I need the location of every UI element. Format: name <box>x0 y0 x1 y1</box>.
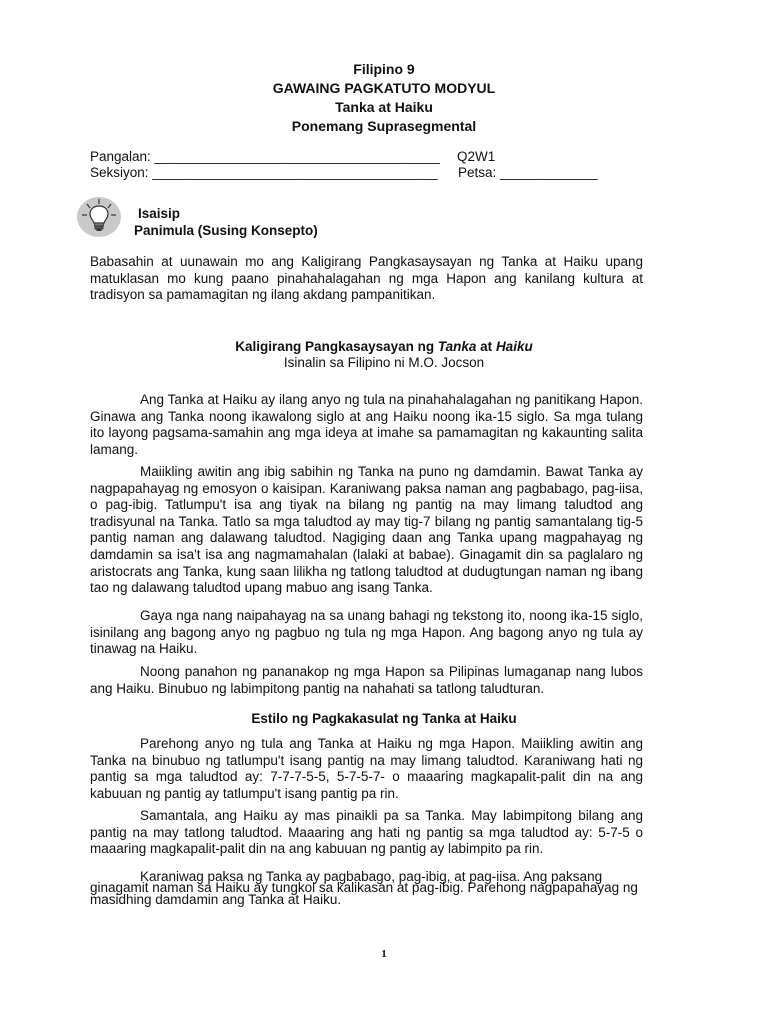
section1-paragraph-4: Noong panahon ng pananakop ng mga Hapon sa Pilipinas lumaganap nang lubos ang Haiku. Binubuo ng labimpitong pantig na nahahati sa tatlong taludturan. <box>90 664 643 696</box>
isaisip-title: Isaisip <box>138 206 181 221</box>
topic-heading: Tanka at Haiku <box>335 99 433 115</box>
subtopic-heading: Ponemang Suprasegmental <box>291 118 477 134</box>
section2-paragraph-3-line-3: masidhing damdamin ang Tanka at Haiku. <box>90 892 342 907</box>
subject-heading: Filipino 9 <box>353 61 415 77</box>
section2-title: Estilo ng Pagkakasulat ng Tanka at Haiku <box>251 711 517 726</box>
name-field: Pangalan: ______________________________________ <box>90 149 440 164</box>
panimula-subtitle: Panimula (Susing Konsepto) <box>134 223 318 238</box>
section2-paragraph-3-line-2: ginagamit naman sa Haiku ay tungkol sa kalikasan at pag-ibig. Parehong nagpapahayag ng <box>90 880 638 895</box>
section2-paragraph-2: Samantala, ang Haiku ay mas pinaikli pa sa Tanka. May labimpitong bilang ang pantig na may tatlong taludtod. Maaaring ang hati ng pantig sa mga taludtod ay: 5-7-5 o maaaring magkapalit-palit din na ang kabuuan ng pantig ay labimpito pa rin. <box>90 808 643 857</box>
module-heading: GAWAING PAGKATUTO MODYUL <box>272 80 496 96</box>
section-field: Seksiyon: ______________________________________ <box>90 165 438 180</box>
section1-paragraph-2: Maiikling awitin ang ibig sabihin ng Tanka na puno ng damdamin. Bawat Tanka ay nagpapahayag ng emosyon o kaisipan. Karaniwang paksa naman ang pagbabago, pag-iisa, o pag-ibig. Tatlumpu't isa ang tiyak na bilang ng pantig na may limang taludtod ang tradisyunal na Tanka. Tatlo sa mga taludtod ay may tig-7 bilang ng pantig samantalang tig-5 pantig naman ang dalawang taludtod. Nagiging daan ang Tanka upang magpahayag ng damdamin sa isa't isa ang nagmamahalan (lalaki at babae). Ginagamit din sa paglalaro ng aristocrats ang Tanka, kung saan lilikha ng tatlong taludtod at dudugtungan naman ng ibang tao ng dalawang taludtod upang mabuo ang isang Tanka. <box>90 464 643 596</box>
page-number: 1 <box>381 948 387 960</box>
lightbulb-icon <box>76 196 122 238</box>
translator-credit: Isinalin sa Filipino ni M.O. Jocson <box>283 355 485 370</box>
section2-paragraph-3-line-1: Karaniwag paksa ng Tanka ay pagbabago, pag-ibig, at pag-iisa. Ang paksang <box>140 869 603 884</box>
section1-title: Kaligirang Pangkasaysayan ng Tanka at Haiku <box>235 339 533 354</box>
section1-paragraph-3: Gaya nga nang naipahayag na sa unang bahagi ng tekstong ito, noong ika-15 siglo, isinilang ang bagong anyo ng pagbuo ng tula ng mga Hapon. Ang bagong anyo ng tula ay tinawag na Haiku. <box>90 608 643 657</box>
intro-paragraph: Babasahin at uunawain mo ang Kaligirang Pangkasaysayan ng Tanka at Haiku upang matuklasan mo kung paano pinahahalagahan ng mga Hapon ang kanilang kultura at tradisyon sa pamamagitan ng ilang akdang pampanitikan. <box>90 254 643 303</box>
section1-paragraph-1: Ang Tanka at Haiku ay ilang anyo ng tula na pinahahalagahan ng panitikang Hapon. Ginawa ang Tanka noong ikawalong siglo at ang Haiku noong ika-15 siglo. Sa mga tulang ito layong pagsama-samahin ang mga ideya at imahe sa pamamagitan ng kakaunting salita lamang. <box>90 392 643 457</box>
week-code: Q2W1 <box>457 149 496 164</box>
date-field: Petsa: _____________ <box>458 165 598 180</box>
section2-paragraph-1: Parehong anyo ng tula ang Tanka at Haiku ng mga Hapon. Maiikling awitin ang Tanka na binubuo ng tatlumpu't isang pantig na may limang taludtod. Karaniwang hati ng pantig sa mga taludtod ay: 7-7-7-5-5, 5-7-5-7- o maaaring magkapalit-palit din na ang kabuuan ng pantig ay tatlumpu't isang pantig pa rin. <box>90 736 643 801</box>
